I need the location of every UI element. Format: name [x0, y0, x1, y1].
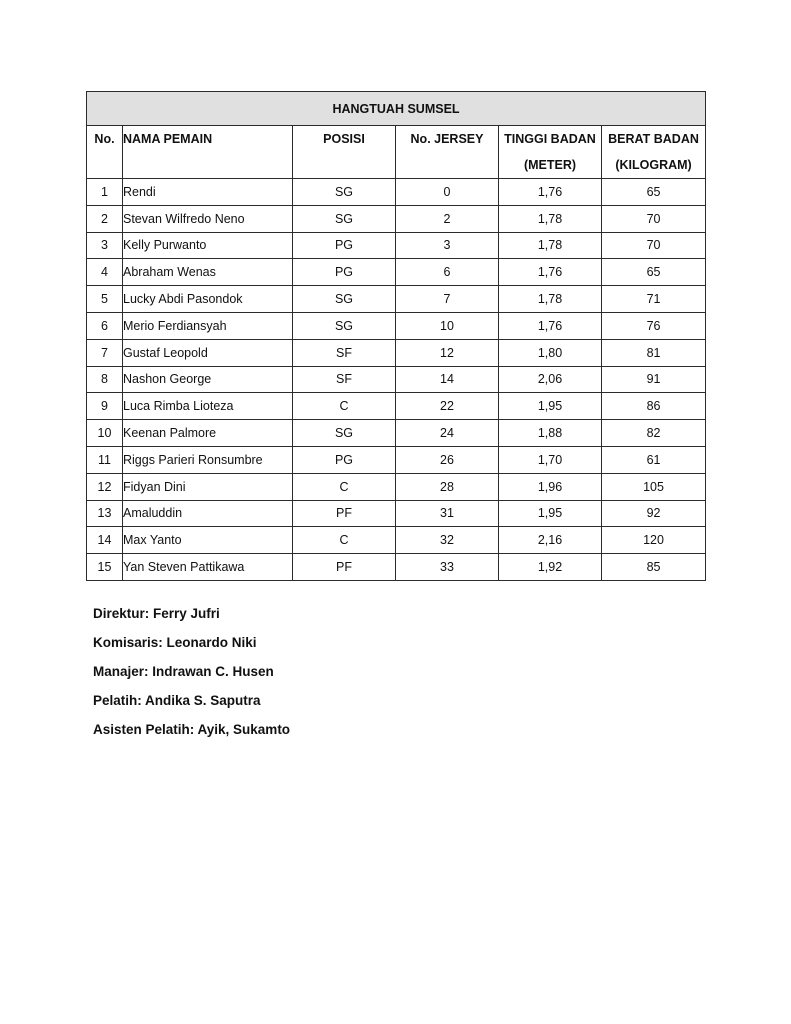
- cell-weight: 81: [602, 339, 706, 366]
- cell-position: SG: [293, 179, 396, 206]
- cell-jersey-number: 22: [396, 393, 499, 420]
- header-nama-pemain: NAMA PEMAIN: [123, 126, 293, 179]
- table-row: [87, 339, 706, 366]
- cell-position: PG: [293, 446, 396, 473]
- table-header-row: [87, 126, 706, 179]
- cell-no: 10: [87, 420, 123, 447]
- header-posisi: POSISI: [293, 126, 396, 179]
- cell-no: 12: [87, 473, 123, 500]
- cell-position: PF: [293, 500, 396, 527]
- cell-player-name: Gustaf Leopold: [123, 339, 293, 366]
- cell-no: 6: [87, 312, 123, 339]
- staff-list: [93, 604, 290, 749]
- table-title-row: [87, 92, 706, 126]
- cell-jersey-number: 7: [396, 286, 499, 313]
- cell-height: 1,78: [499, 205, 602, 232]
- cell-no: 8: [87, 366, 123, 393]
- cell-position: PG: [293, 232, 396, 259]
- cell-jersey-number: 12: [396, 339, 499, 366]
- cell-height: 1,76: [499, 179, 602, 206]
- header-tinggi-line2: (METER): [523, 158, 577, 172]
- cell-height: 1,95: [499, 500, 602, 527]
- cell-player-name: Max Yanto: [123, 527, 293, 554]
- table-row: [87, 527, 706, 554]
- table-row: [87, 312, 706, 339]
- cell-height: 1,92: [499, 554, 602, 581]
- cell-weight: 91: [602, 366, 706, 393]
- header-tinggi-badan: [499, 126, 602, 179]
- roster-table: [86, 91, 706, 581]
- cell-jersey-number: 10: [396, 312, 499, 339]
- cell-jersey-number: 28: [396, 473, 499, 500]
- staff-line: Asisten Pelatih: Ayik, Sukamto: [93, 722, 291, 737]
- cell-height: 1,70: [499, 446, 602, 473]
- staff-line: Komisaris: Leonardo Niki: [93, 635, 257, 650]
- cell-weight: 70: [602, 232, 706, 259]
- cell-no: 3: [87, 232, 123, 259]
- cell-no: 5: [87, 286, 123, 313]
- header-jersey: No. JERSEY: [396, 126, 499, 179]
- table-row: [87, 205, 706, 232]
- cell-weight: 86: [602, 393, 706, 420]
- cell-height: 2,06: [499, 366, 602, 393]
- cell-position: PF: [293, 554, 396, 581]
- cell-height: 1,96: [499, 473, 602, 500]
- cell-no: 1: [87, 179, 123, 206]
- cell-jersey-number: 31: [396, 500, 499, 527]
- cell-weight: 92: [602, 500, 706, 527]
- header-berat-line1: BERAT BADAN: [608, 132, 699, 146]
- cell-no: 14: [87, 527, 123, 554]
- cell-height: 1,88: [499, 420, 602, 447]
- cell-weight: 120: [602, 527, 706, 554]
- cell-jersey-number: 24: [396, 420, 499, 447]
- cell-weight: 76: [602, 312, 706, 339]
- cell-position: SG: [293, 420, 396, 447]
- cell-no: 4: [87, 259, 123, 286]
- cell-player-name: Luca Rimba Lioteza: [123, 393, 293, 420]
- cell-position: C: [293, 393, 396, 420]
- cell-weight: 71: [602, 286, 706, 313]
- cell-position: C: [293, 527, 396, 554]
- cell-weight: 61: [602, 446, 706, 473]
- cell-position: C: [293, 473, 396, 500]
- cell-jersey-number: 0: [396, 179, 499, 206]
- cell-no: 15: [87, 554, 123, 581]
- cell-player-name: Kelly Purwanto: [123, 232, 293, 259]
- cell-player-name: Stevan Wilfredo Neno: [123, 205, 293, 232]
- cell-player-name: Keenan Palmore: [123, 420, 293, 447]
- table-row: [87, 366, 706, 393]
- table-row: [87, 179, 706, 206]
- header-tinggi-line1: TINGGI BADAN: [504, 132, 596, 146]
- cell-height: 1,95: [499, 393, 602, 420]
- cell-position: SF: [293, 339, 396, 366]
- cell-jersey-number: 33: [396, 554, 499, 581]
- cell-weight: 105: [602, 473, 706, 500]
- cell-weight: 65: [602, 179, 706, 206]
- cell-position: SG: [293, 286, 396, 313]
- header-berat-badan: [602, 126, 706, 179]
- cell-position: SG: [293, 205, 396, 232]
- staff-line: Pelatih: Andika S. Saputra: [93, 693, 261, 708]
- cell-player-name: Rendi: [123, 179, 293, 206]
- table-row: [87, 446, 706, 473]
- cell-no: 2: [87, 205, 123, 232]
- cell-jersey-number: 3: [396, 232, 499, 259]
- table-row: [87, 473, 706, 500]
- cell-jersey-number: 2: [396, 205, 499, 232]
- cell-jersey-number: 6: [396, 259, 499, 286]
- cell-player-name: Yan Steven Pattikawa: [123, 554, 293, 581]
- cell-weight: 85: [602, 554, 706, 581]
- cell-height: 1,78: [499, 286, 602, 313]
- cell-height: 1,78: [499, 232, 602, 259]
- cell-no: 13: [87, 500, 123, 527]
- cell-player-name: Merio Ferdiansyah: [123, 312, 293, 339]
- table-row: [87, 286, 706, 313]
- cell-position: SG: [293, 312, 396, 339]
- table-row: [87, 554, 706, 581]
- cell-player-name: Lucky Abdi Pasondok: [123, 286, 293, 313]
- cell-no: 9: [87, 393, 123, 420]
- table-row: [87, 232, 706, 259]
- cell-player-name: Abraham Wenas: [123, 259, 293, 286]
- table-row: [87, 393, 706, 420]
- header-berat-line2: (KILOGRAM): [615, 158, 692, 172]
- cell-player-name: Riggs Parieri Ronsumbre: [123, 446, 293, 473]
- cell-jersey-number: 26: [396, 446, 499, 473]
- table-row: [87, 259, 706, 286]
- cell-player-name: Nashon George: [123, 366, 293, 393]
- staff-line: Manajer: Indrawan C. Husen: [93, 664, 274, 679]
- staff-line: Direktur: Ferry Jufri: [93, 606, 220, 621]
- cell-position: PG: [293, 259, 396, 286]
- player-rows: [87, 179, 706, 581]
- cell-position: SF: [293, 366, 396, 393]
- cell-height: 1,76: [499, 259, 602, 286]
- table-row: [87, 500, 706, 527]
- cell-jersey-number: 32: [396, 527, 499, 554]
- cell-weight: 70: [602, 205, 706, 232]
- cell-weight: 82: [602, 420, 706, 447]
- cell-height: 1,80: [499, 339, 602, 366]
- cell-jersey-number: 14: [396, 366, 499, 393]
- cell-height: 1,76: [499, 312, 602, 339]
- cell-height: 2,16: [499, 527, 602, 554]
- cell-player-name: Fidyan Dini: [123, 473, 293, 500]
- cell-no: 11: [87, 446, 123, 473]
- table-title: HANGTUAH SUMSEL: [87, 92, 706, 126]
- cell-no: 7: [87, 339, 123, 366]
- cell-weight: 65: [602, 259, 706, 286]
- table-row: [87, 420, 706, 447]
- header-no: No.: [87, 126, 123, 179]
- cell-player-name: Amaluddin: [123, 500, 293, 527]
